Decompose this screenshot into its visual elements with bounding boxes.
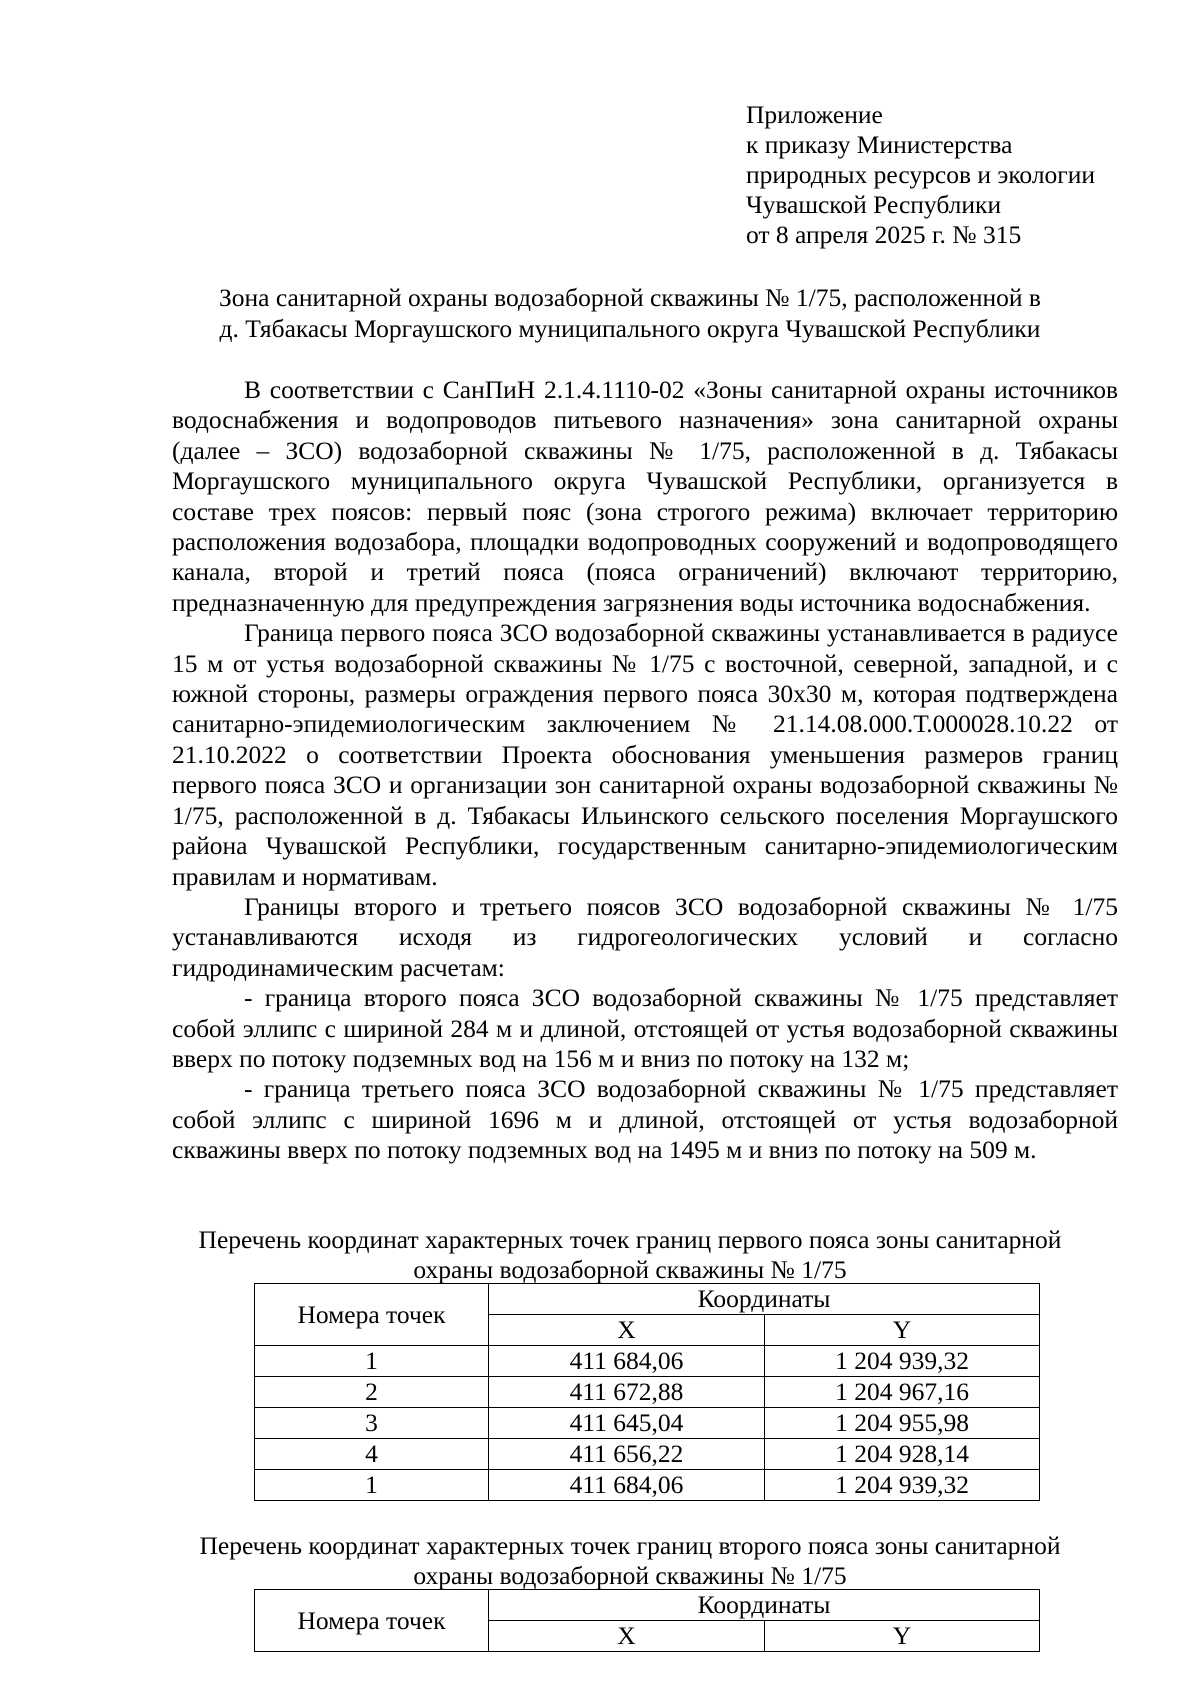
cell-x: 411 645,04 xyxy=(489,1408,765,1439)
table-row xyxy=(255,1470,1040,1501)
paragraph-first-belt: Граница первого пояса ЗСО водозаборной скважины устанавливается в радиусе 15 м от устья водозаборной скважины № 1/75 с восточной, северной, западной, и с южной стороны, размеры ограждения первого пояса 30х30 м, которая подтверждена санитарно-эпидемиологическим заключением № 21.14.08.000.Т.000028.10.22 от 21.10.2022 о соответствии Проекта обоснования уменьшения размеров границ первого пояса ЗСО и организации зон санитарной охраны водозаборной скважины № 1/75, расположенной в д. Тябакасы Ильинского сельского поселения Моргаушского района Чувашской Республики, государственным санитарно-эпидемиологическим правилам и нормативам. xyxy=(172,618,1118,891)
paragraph-intro: В соответствии с СанПиН 2.1.4.1110-02 «Зоны санитарной охраны источников водоснабжения и водопроводов питьевого назначения» зона санитарной охраны (далее – ЗСО) водозаборной скважины № 1/75, расположенной в д. Тябакасы Моргаушского муниципального округа Чувашской Республики, организуется в составе трех поясов: первый пояс (зона строгого режима) включает территорию расположения водозабора, площадки водопроводных сооружений и водопроводящего канала, второй и третий пояса (пояса ограничений) включают территорию, предназначенную для предупреждения загрязнения воды источника водоснабжения. xyxy=(172,375,1118,617)
table-header-row xyxy=(255,1284,1040,1315)
document-title-line: Зона санитарной охраны водозаборной скважины № 1/75, расположенной в xyxy=(219,283,1041,312)
table-row xyxy=(255,1346,1040,1377)
table2-caption-line: Перечень координат характерных точек границ второго пояса зоны санитарной xyxy=(199,1531,1061,1560)
table-header-row xyxy=(255,1590,1040,1621)
appendix-line: Чувашской Республики xyxy=(746,190,1002,219)
cell-y: 1 204 967,16 xyxy=(765,1377,1040,1408)
cell-y: 1 204 939,32 xyxy=(765,1346,1040,1377)
cell-y: 1 204 955,98 xyxy=(765,1408,1040,1439)
header-coordinates: Координаты xyxy=(489,1590,1040,1621)
table1-caption-line: Перечень координат характерных точек границ первого пояса зоны санитарной xyxy=(198,1225,1062,1254)
table-row xyxy=(255,1408,1040,1439)
cell-y: 1 204 939,32 xyxy=(765,1470,1040,1501)
appendix-line: от 8 апреля 2025 г. № 315 xyxy=(746,220,1022,249)
second-belt-coordinates-table xyxy=(254,1589,1040,1652)
table1-caption xyxy=(170,1225,1090,1285)
table-row xyxy=(255,1377,1040,1408)
table-row xyxy=(255,1439,1040,1470)
header-coordinates: Координаты xyxy=(489,1284,1040,1315)
cell-point-number: 3 xyxy=(255,1408,489,1439)
header-x: X xyxy=(489,1621,765,1652)
header-y: Y xyxy=(765,1621,1040,1652)
cell-x: 411 684,06 xyxy=(489,1346,765,1377)
header-x: X xyxy=(489,1315,765,1346)
cell-point-number: 1 xyxy=(255,1346,489,1377)
document-title-line: д. Тябакасы Моргаушского муниципального округа Чувашской Республики xyxy=(219,314,1041,343)
paragraph-third-belt-boundary: - граница третьего пояса ЗСО водозаборной скважины № 1/75 представляет собой эллипс с шириной 1696 м и длиной, отстоящей от устья водозаборной скважины вверх по потоку подземных вод на 1495 м и вниз по потоку на 509 м. xyxy=(172,1074,1118,1165)
paragraph-second-belt-boundary: - граница второго пояса ЗСО водозаборной скважины № 1/75 представляет собой эллипс с шириной 284 м и длиной, отстоящей от устья водозаборной скважины вверх по потоку подземных вод на 156 м и вниз по потоку на 132 м; xyxy=(172,983,1118,1073)
cell-point-number: 4 xyxy=(255,1439,489,1470)
header-point-numbers: Номера точек xyxy=(255,1284,489,1346)
appendix-line: Приложение xyxy=(746,100,883,129)
appendix-line: к приказу Министерства xyxy=(746,130,1013,159)
header-y: Y xyxy=(765,1315,1040,1346)
table1-caption-line: охраны водозаборной скважины № 1/75 xyxy=(413,1255,847,1284)
cell-x: 411 656,22 xyxy=(489,1439,765,1470)
cell-y: 1 204 928,14 xyxy=(765,1439,1040,1470)
cell-point-number: 2 xyxy=(255,1377,489,1408)
appendix-header xyxy=(746,100,1095,250)
paragraph-second-third-belts: Границы второго и третьего поясов ЗСО водозаборной скважины № 1/75 устанавливаются исходя из гидрогеологических условий и согласно гидродинамическим расчетам: xyxy=(172,891,1118,982)
document-body xyxy=(172,375,1118,1166)
appendix-line: природных ресурсов и экологии xyxy=(746,160,1096,189)
cell-x: 411 672,88 xyxy=(489,1377,765,1408)
header-point-numbers: Номера точек xyxy=(255,1590,489,1652)
cell-point-number: 1 xyxy=(255,1470,489,1501)
first-belt-coordinates-table xyxy=(254,1283,1040,1501)
table2-caption xyxy=(170,1531,1090,1591)
document-title xyxy=(170,282,1090,344)
cell-x: 411 684,06 xyxy=(489,1470,765,1501)
table2-caption-line: охраны водозаборной скважины № 1/75 xyxy=(413,1561,847,1590)
